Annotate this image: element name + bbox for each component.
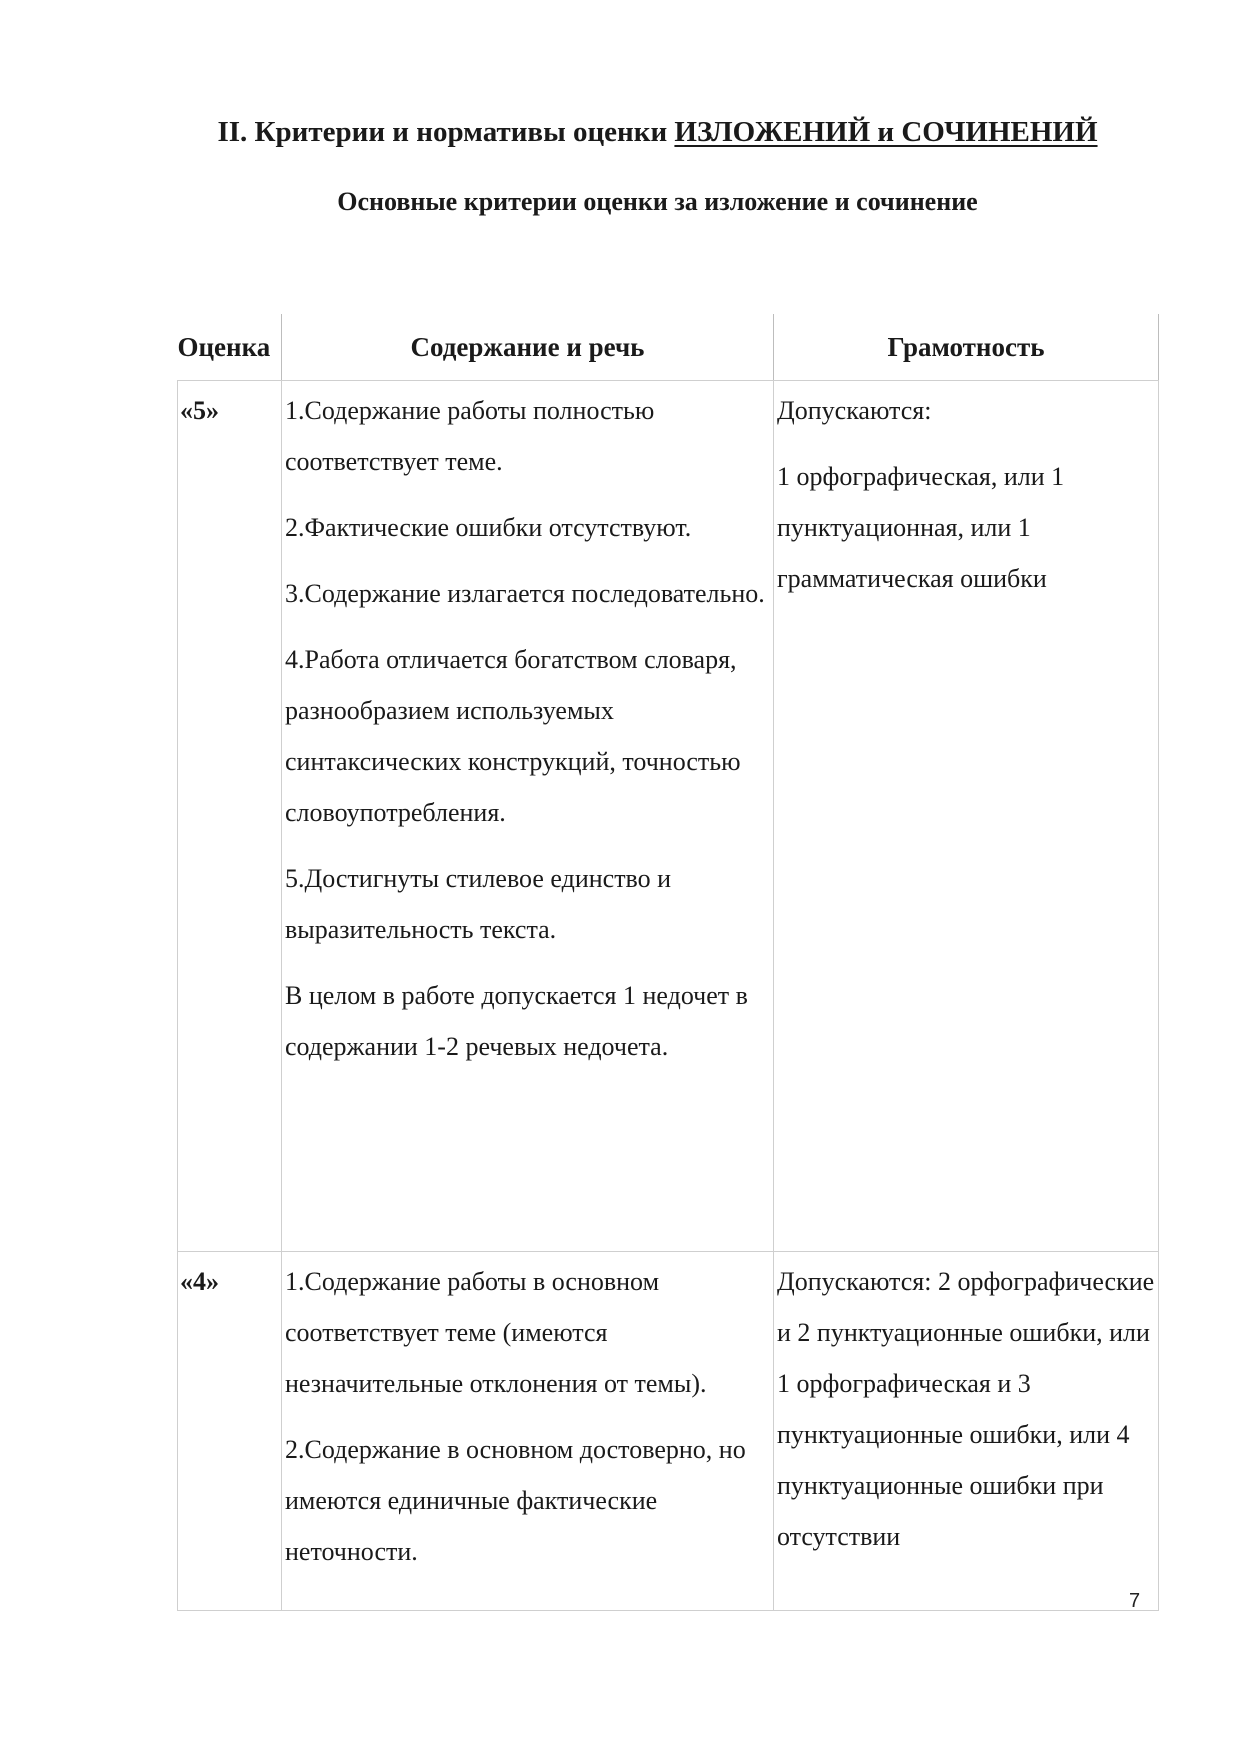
section-subheading: Основные критерии оценки за изложение и сочинение — [337, 187, 978, 216]
section-heading — [0, 114, 1241, 150]
content-cell — [282, 1252, 774, 1611]
literacy-cell — [774, 381, 1159, 1252]
literacy-cell — [774, 1252, 1159, 1611]
section-heading-underlined: ИЗЛОЖЕНИЙ и СОЧИНЕНИЙ — [674, 116, 1098, 148]
table-row — [178, 381, 1159, 1252]
content-item: 4.Работа отличается богатством словаря, разнообразием используемых синтаксических конструкций, точностью словоупотребления. — [285, 645, 741, 827]
content-item: 1.Содержание работы в основном соответствует теме (имеются незначительные отклонения от темы). — [285, 1267, 707, 1398]
criteria-table — [177, 314, 1159, 1611]
content-cell — [282, 381, 774, 1252]
grade-cell: «5» — [178, 381, 282, 1252]
header-content: Содержание и речь — [282, 314, 774, 381]
content-item: 2.Фактические ошибки отсутствуют. — [285, 513, 692, 542]
content-item: 3.Содержание излагается последовательно. — [285, 579, 765, 608]
page-number: 7 — [1129, 1590, 1141, 1612]
content-item: 5.Достигнуты стилевое единство и выразительность текста. — [285, 864, 672, 944]
literacy-item: 1 орфографическая, или 1 пунктуационная, или 1 грамматическая ошибки — [777, 462, 1065, 593]
grade-cell: «4» — [178, 1252, 282, 1611]
table-row — [178, 1252, 1159, 1611]
table-header-row — [178, 314, 1159, 381]
literacy-item: Допускаются: 2 орфографические и 2 пунктуационные ошибки, или 1 орфографическая и 3 пунктуационные ошибки, или 4 пунктуационные ошибки при отсутствии — [777, 1267, 1155, 1551]
header-grade: Оценка — [178, 314, 282, 381]
content-item: В целом в работе допускается 1 недочет в содержании 1-2 речевых недочета. — [285, 981, 748, 1061]
literacy-item: Допускаются: — [777, 396, 932, 425]
content-item: 1.Содержание работы полностью соответствует теме. — [285, 396, 655, 476]
content-item: 2.Содержание в основном достоверно, но имеются единичные фактические неточности. — [285, 1435, 746, 1566]
header-literacy: Грамотность — [774, 314, 1159, 381]
section-heading-prefix: II. Критерии и нормативы оценки — [217, 116, 675, 148]
